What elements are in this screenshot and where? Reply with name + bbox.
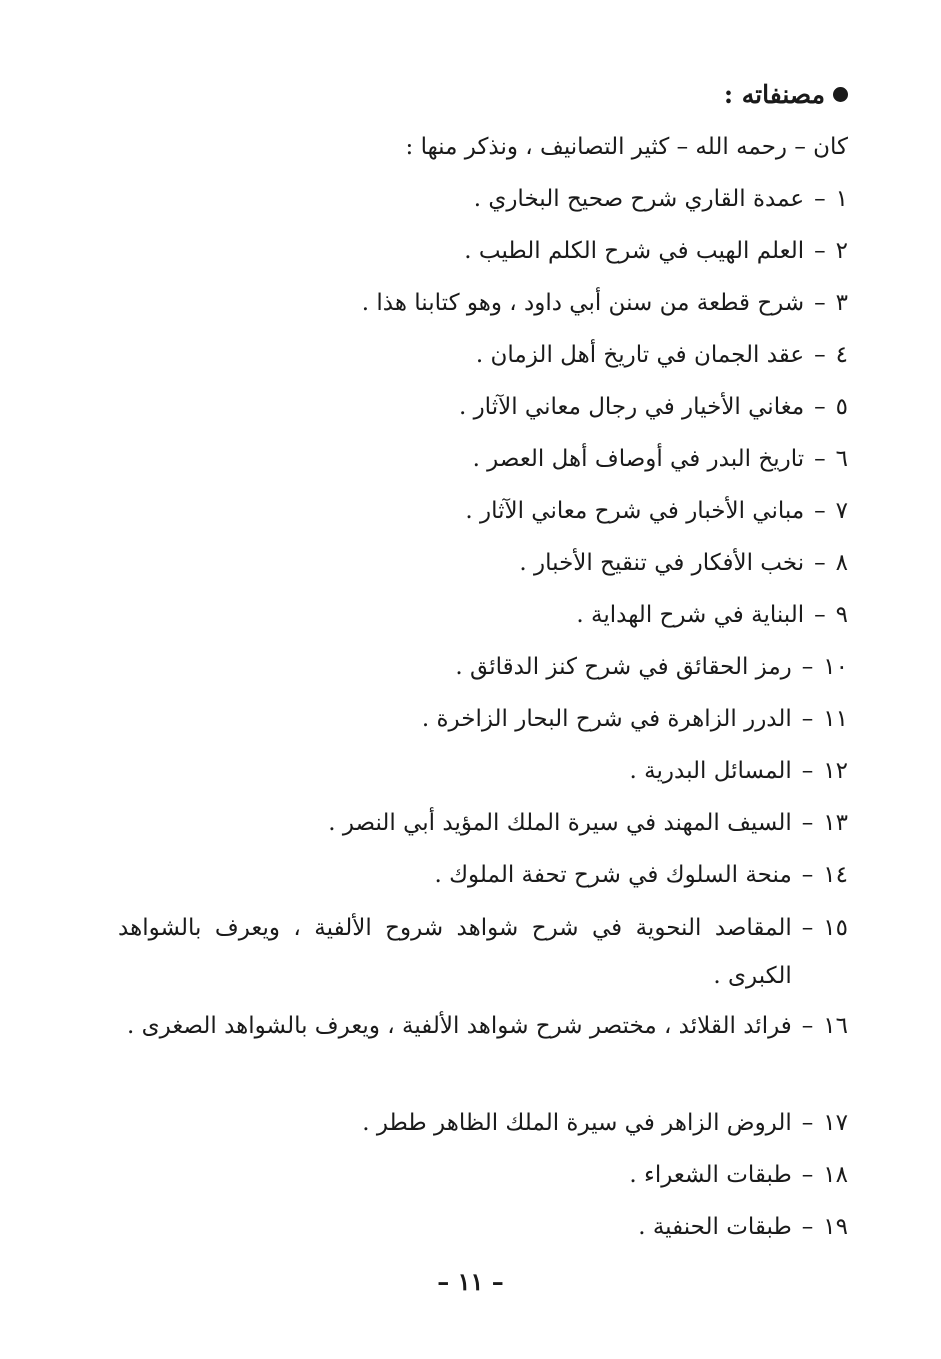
- item-number: ٧: [835, 498, 848, 524]
- item-dash: –: [814, 342, 826, 368]
- bullet-icon: [833, 87, 848, 102]
- item-dash: –: [801, 1013, 814, 1039]
- item-dash: –: [801, 706, 814, 732]
- item-dash: –: [814, 394, 826, 420]
- section-heading: [724, 72, 848, 118]
- item-text: طبقات الشعراء .: [629, 1162, 792, 1188]
- item-text: رمز الحقائق في شرح كنز الدقائق .: [455, 654, 792, 680]
- item-text: طبقات الحنفية .: [638, 1214, 792, 1240]
- item-dash: –: [814, 290, 826, 316]
- item-text: عمدة القاري شرح صحيح البخاري .: [473, 186, 805, 212]
- item-number: ١٢: [823, 758, 848, 784]
- item-dash: –: [814, 186, 826, 212]
- list-item: [118, 384, 848, 436]
- list-item: [118, 280, 848, 332]
- item-text: شرح قطعة من سنن أبي داود ، وهو كتابنا هذا .: [361, 290, 805, 316]
- item-number: ٨: [835, 550, 848, 576]
- item-text: عقد الجمان في تاريخ أهل الزمان .: [475, 342, 805, 368]
- item-text: منحة السلوك في شرح تحفة الملوك .: [434, 862, 792, 888]
- item-number: ١٠: [823, 654, 848, 680]
- item-number: ١٩: [823, 1214, 848, 1240]
- page-number: – ١١ –: [437, 1267, 504, 1296]
- item-text: مغاني الأخيار في رجال معاني الآثار .: [458, 394, 805, 420]
- item-text: المسائل البدرية .: [629, 758, 792, 784]
- item-number: ٣: [835, 290, 848, 316]
- list-item: [118, 748, 848, 800]
- intro-paragraph: كان – رحمه الله – كثير التصانيف ، ونذكر منها :: [405, 134, 848, 160]
- list-item: [118, 592, 848, 644]
- item-text: فرائد القلائد ، مختصر شرح شواهد الألفية ، ويعرف بالشواهد الصغرى .: [127, 1013, 792, 1039]
- item-text: نخب الأفكار في تنقيح الأخبار .: [519, 550, 805, 576]
- item-dash: –: [801, 915, 814, 941]
- list-item: [118, 1100, 848, 1152]
- item-text: السيف المهند في سيرة الملك المؤيد أبي النصر .: [328, 810, 792, 836]
- item-dash: –: [801, 810, 814, 836]
- item-number: ٩: [835, 602, 848, 628]
- list-item: [118, 332, 848, 384]
- item-number: ١٣: [823, 810, 848, 836]
- item-number: ١٧: [823, 1110, 848, 1136]
- item-number: ٦: [835, 446, 848, 472]
- list-item: [118, 1002, 848, 1100]
- list-item: [118, 1152, 848, 1204]
- item-dash: –: [801, 1162, 814, 1188]
- item-dash: –: [814, 550, 826, 576]
- item-text: الروض الزاهر في سيرة الملك الظاهر ططر .: [362, 1110, 792, 1136]
- section-heading-text: مصنفاته :: [723, 80, 825, 109]
- item-number: ١١: [823, 706, 848, 732]
- list-item: [118, 436, 848, 488]
- item-number: ١: [835, 186, 848, 212]
- list-item: [118, 800, 848, 852]
- item-dash: –: [801, 1214, 814, 1240]
- item-dash: –: [814, 602, 826, 628]
- item-number: ١٨: [823, 1162, 848, 1188]
- list-item: [118, 540, 848, 592]
- item-text: تاريخ البدر في أوصاف أهل العصر .: [472, 446, 805, 472]
- list-item: [118, 1204, 848, 1256]
- item-text: المقاصد النحوية في شرح شواهد شروح الألفية ، ويعرف بالشواهد الكبرى .: [118, 915, 792, 989]
- list-item: [118, 488, 848, 540]
- item-number: ٢: [835, 238, 848, 264]
- works-list: [118, 176, 848, 1256]
- list-item: [118, 904, 848, 1002]
- item-number: ١٥: [823, 915, 848, 941]
- item-text: العلم الهيب في شرح الكلم الطيب .: [464, 238, 805, 264]
- item-text: البناية في شرح الهداية .: [576, 602, 805, 628]
- list-item: [118, 696, 848, 748]
- item-number: ١٦: [823, 1013, 848, 1039]
- list-item: [118, 228, 848, 280]
- item-dash: –: [801, 1110, 814, 1136]
- list-item: [118, 852, 848, 904]
- item-number: ٥: [835, 394, 848, 420]
- item-dash: –: [814, 446, 826, 472]
- item-dash: –: [801, 862, 814, 888]
- item-dash: –: [814, 238, 826, 264]
- list-item: [118, 176, 848, 228]
- item-dash: –: [801, 758, 814, 784]
- list-item: [118, 644, 848, 696]
- item-text: مباني الأخبار في شرح معاني الآثار .: [465, 498, 805, 524]
- item-number: ٤: [835, 342, 848, 368]
- item-dash: –: [814, 498, 826, 524]
- item-number: ١٤: [823, 862, 848, 888]
- item-dash: –: [801, 654, 814, 680]
- item-text: الدرر الزاهرة في شرح البحار الزاخرة .: [421, 706, 792, 732]
